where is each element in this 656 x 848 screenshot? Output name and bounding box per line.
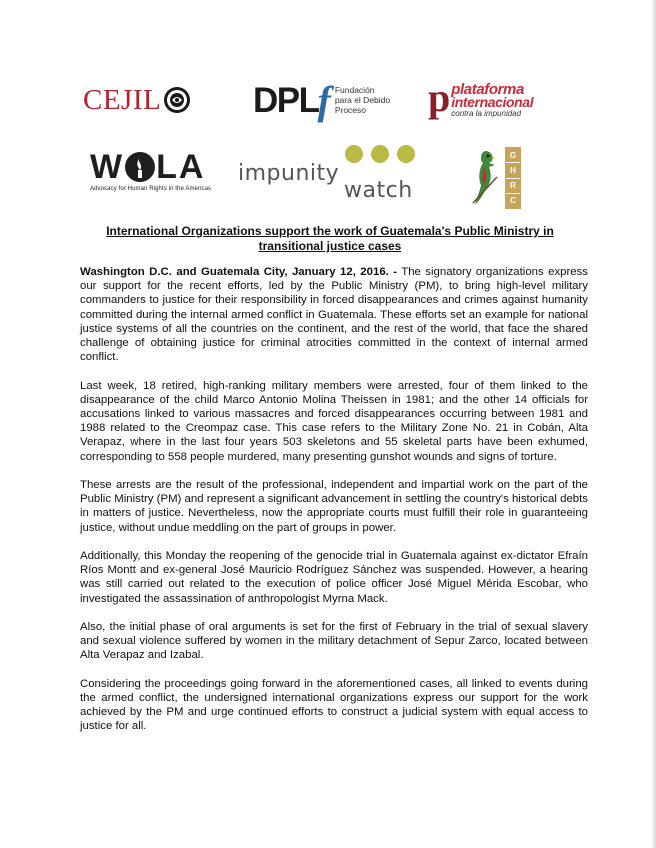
plataforma-logo: [428, 75, 534, 120]
dplf-logo: [253, 77, 391, 123]
dplf-sub-line: Fundación: [334, 85, 375, 95]
impunity-word: impunity: [238, 161, 340, 186]
dplf-subtitle: [335, 85, 390, 115]
plataforma-line3: contra la impunidad: [451, 109, 522, 118]
dateline: Washington D.C. and Guatemala City, January 12, 2016. -: [80, 266, 398, 278]
paragraph: Also, the initial phase of oral arguments is set for the first of February in the trial of sexual slavery and sexual violence suffered by women in the military detachment of Sepur Zarco, located between Alta Verapaz and Izabal.: [80, 621, 588, 662]
dot-icon: [345, 145, 363, 163]
ghrc-letter: H: [506, 163, 520, 178]
ghrc-letter: G: [506, 148, 520, 163]
watch-word: watch: [344, 178, 413, 203]
document-body: [80, 265, 588, 748]
cejil-seal-icon: [163, 86, 191, 114]
ghrc-letter: R: [506, 179, 520, 194]
ghrc-letter: C: [506, 194, 520, 208]
plataforma-line1: plataforma: [451, 81, 524, 98]
dplf-sub-line: para el Debido: [334, 95, 391, 105]
dot-icon: [397, 145, 415, 163]
dplf-f-mark: f: [317, 77, 331, 123]
paragraph-text: The signatory organizations express our support for the recent efforts, led by the Public Ministry (PM), to bring high-level military commanders to justice for their responsibility in forced disappearances and crimes against humanity committed during the internal armed conflict in Guatemala. These efforts set an example for national justice systems of all the countries on the continent, and the rest of the world, that face the shared challenge of obtaining justice for criminal atrocities committed in the context of internal armed conflict.: [80, 266, 588, 364]
document-title: International Organizations support the work of Guatemala's Public Ministry in transitional justice cases: [106, 224, 554, 253]
quetzal-bird-icon: [467, 147, 505, 207]
wola-wordmark: [90, 150, 210, 184]
impunity-watch-logo: [238, 145, 428, 205]
ghrc-logo: [467, 147, 525, 207]
dot-icon: [371, 145, 389, 163]
wola-letters-la: LA: [156, 148, 206, 186]
wola-letter-w: W: [90, 148, 125, 186]
paragraph: These arrests are the result of the professional, independent and impartial work on the part of the Public Ministry (PM) and represent a significant advancement in settling the country's historical debts in matters of justice. Nevertheless, now the appropriate courts must fulfill their role in guaranteeing justice, without undue meddling on the part of groups in power.: [80, 479, 588, 534]
wola-torch-icon: [124, 151, 156, 183]
paragraph: [80, 265, 588, 364]
dplf-wordmark: DPL: [253, 80, 319, 120]
wola-logo: [90, 150, 210, 192]
page-edge: [652, 0, 656, 848]
plataforma-words: [451, 80, 533, 118]
dplf-sub-line: Proceso: [334, 105, 367, 115]
plataforma-line2: internacional: [451, 94, 534, 110]
cejil-logo: [83, 82, 191, 118]
paragraph: Last week, 18 retired, high-ranking military members were arrested, four of them linked to the disappearance of the child Marco Antonio Molina Theissen in 1981; and the other 14 officials for accusations linked to various massacres and forced disappearances occurring between 1981 and 1988 related to the Creompaz case. This case refers to the Military Zone No. 21 in Cobán, Alta Verapaz, where in the last four years 503 skeletons and 55 skeletal parts have been exhumed, corresponding to 558 people murdered, many presenting gunshot wounds and signs of torture.: [80, 379, 588, 463]
paragraph: Additionally, this Monday the reopening of the genocide trial in Guatemala against ex-dictator Efraín Ríos Montt and ex-general José Mauricio Rodríguez Sánchez was suspended. However, a hearing was still carried out related to the execution of police officer José Miguel Mérida Escobar, who investigated the assassination of anthropologist Myrna Mack.: [80, 550, 588, 605]
paragraph: Considering the proceedings going forward in the aforementioned cases, all linked to events during the armed conflict, the undersigned international organizations express our support for the work achieved by the PM and urge continued efforts to construct a judicial system with equal access to justice for all.: [80, 677, 588, 733]
wola-tagline: Advocacy for Human Rights in the Americas: [90, 186, 212, 192]
ghrc-letter-stack: [505, 147, 521, 209]
cejil-wordmark: CEJIL: [83, 83, 162, 116]
impunity-watch-dots: [345, 145, 415, 163]
plataforma-p-mark: p: [428, 75, 451, 120]
